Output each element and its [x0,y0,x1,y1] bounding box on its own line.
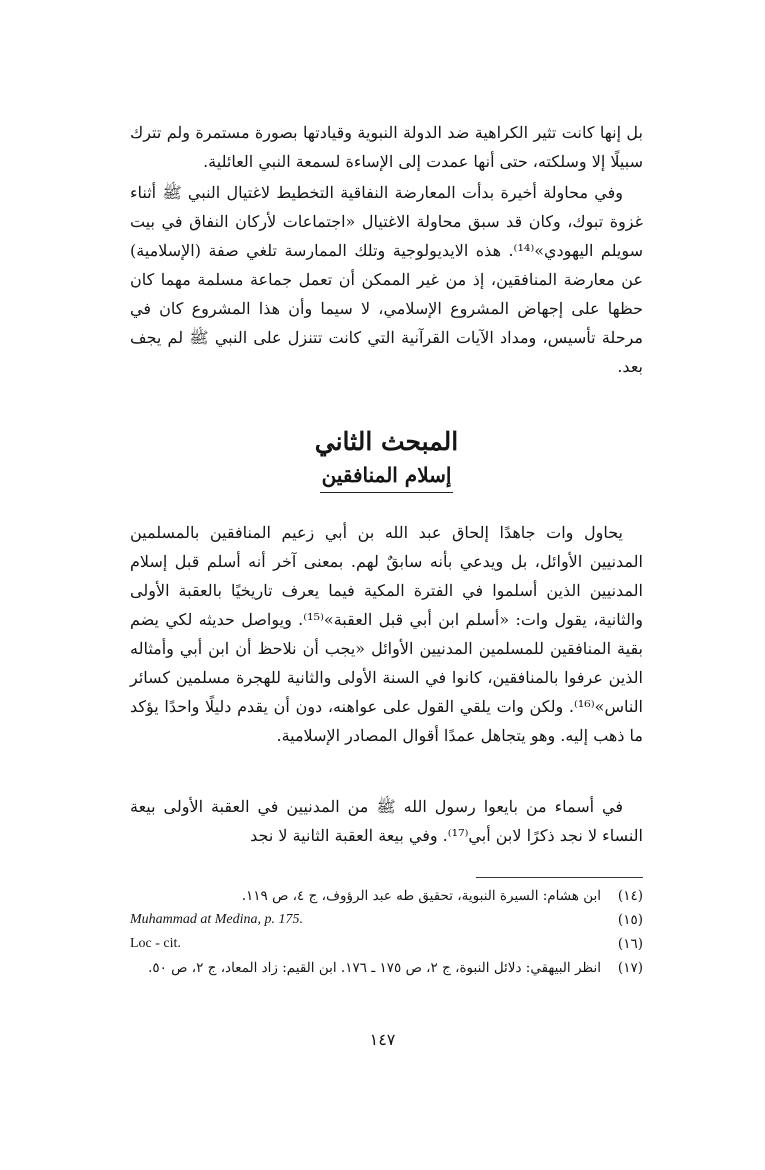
footnote-item [130,908,643,932]
footnote-text: Muhammad at Medina, p. 175. [130,912,304,927]
section-title: المبحث الثاني [314,427,459,456]
paragraph-3: يحاول وات جاهدًا إلحاق عبد الله بن أبي زعيم المنافقين بالمسلمين المدنيين الأوائل، بل ويدعي بأنه سابقٌ لهم. بمعنى آخر أنه أسلم قبل إسلام المدنيين الذين أسلموا في الفترة المكية فيما يعرف تاريخيًا بالعقبة الأولى والثانية، يقول وات: «أسلم ابن أبي قبل العقبة»⁽¹⁵⁾. ويواصل حديثه لكي يضم بقية المنافقين للمسلمين المدنيين الأوائل «يجب أن نلاحظ أن ابن أبي وأمثاله الذين عرفوا بالمنافقين، كانوا في السنة الأولى والثانية للهجرة مسلمين كسائر الناس»⁽¹⁶⁾. ولكن وات يلقي القول على عواهنه، دون أن يقدم دليلًا واحدًا يؤكد ما ذهب إليه. وهو يتجاهل عمدًا أقوال المصادر الإسلامية. [130,523,644,745]
page-number: ١٤٧ [369,1030,396,1049]
section-subtitle: إسلام المنافقين [320,461,454,493]
paragraph-2: وفي محاولة أخيرة بدأت المعارضة النفاقية التخطيط لاغتيال النبي ﷺ أثناء غزوة تبوك، وكان قد سبق محاولة الاغتيال «اجتماعات لأركان النفاق في بيت سويلم اليهودي»⁽¹⁴⁾. هذه الايديولوجية وتلك الممارسة تلغي صفة (الإسلامية) عن معارضة المنافقين، إذ من غير الممكن أن تعمل جماعة مسلمة مهما كان حظها على إجهاض المشروع الإسلامي، لا سيما وأن هذا المشروع كان في مرحلة تأسيس، ومداد الآيات القرآنية التي كانت تتنزل على النبي ﷺ لم يجف بعد. [130,183,644,376]
footnote-item [130,884,643,908]
footnote-number: (١٦) [617,936,643,952]
footnote-number: (١٧) [617,960,643,976]
footnote-item [130,956,643,980]
paragraph-4: في أسماء من بايعوا رسول الله ﷺ من المدنيين في العقبة الأولى بيعة النساء لا نجد ذكرًا لابن أبي⁽¹⁷⁾. وفي بيعة العقبة الثانية لا نجد [130,797,643,845]
footnote-number: (١٥) [617,912,643,928]
footnote-separator [476,877,643,878]
footnote-text: انظر البيهقي: دلائل النبوة، ج ٢، ص ١٧٥ ـ ١٧٦. ابن القيم: زاد المعاد، ج ٢، ص ٥٠. [148,960,601,976]
footnote-text: ابن هشام: السيرة النبوية، تحقيق طه عبد الرؤوف، ج ٤، ص ١١٩. [241,888,601,904]
footnote-item [130,932,643,956]
section-subtitle-wrap [130,461,643,493]
footnote-number: (١٤) [617,888,643,904]
footnotes [130,884,643,980]
paragraph-1: بل إنها كانت تثير الكراهية ضد الدولة النبوية وقيادتها بصورة مستمرة ولم تترك سبيلًا إلا وسلكته، حتى أنها عمدت إلى الإساءة لسمعة النبي العائلية. [130,123,643,171]
footnote-text: Loc - cit. [130,936,181,951]
